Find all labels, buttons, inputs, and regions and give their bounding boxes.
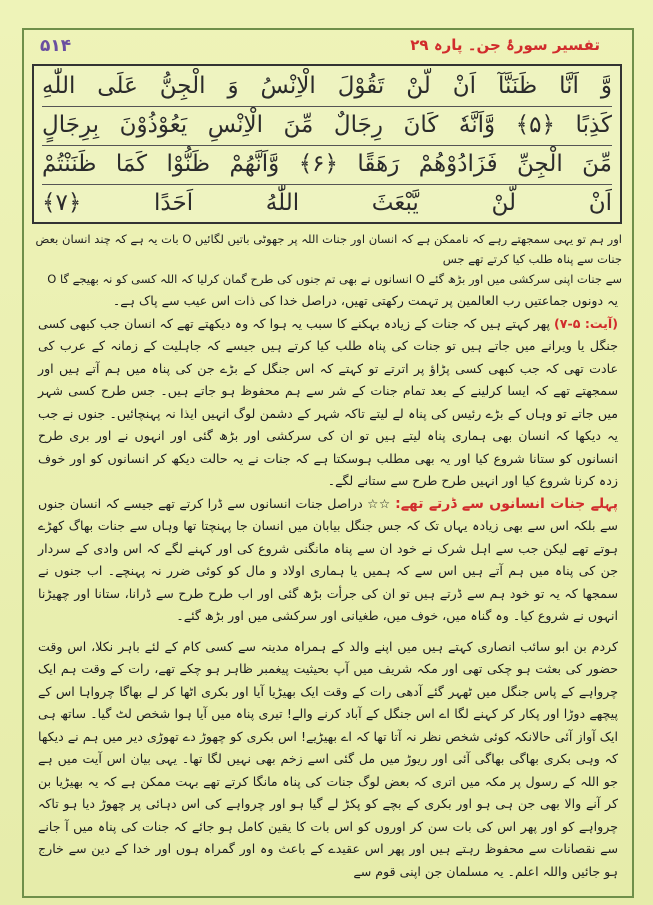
verse-line: مِّنَ الْجِنِّ فَزَادُوْهُمْ رَهَقًا ﴿۶﴾ وَّاَنَّهُمْ ظَنُّوْا كَمَا ظَنَنْتُمْ [42,146,612,185]
translation-line: سے جنات اپنی سرکشی میں اور بڑھ گئے O انسانوں نے بھی تم جنوں کی طرح گمان کرلیا کہ اللہ کسی کو نہ بھیجے گا O [47,272,622,286]
verse-line: وَّ اَنَّا ظَنَنَّآ اَنْ لَّنْ تَقُوْلَ الْاِنْسُ وَ الْجِنُّ عَلَى اللّٰهِ [42,68,612,107]
paragraph-text: ☆☆ دراصل جنات انسانوں سے ڈرا کرتے تھے جیسے کہ انسان جنوں سے بلکہ اس سے بھی زیادہ یہاں تک کہ جس جنگل بیابان میں انسان جا پہنچتا تھا وہاں سے جنات بھاگ کھڑے ہوتے تھے لیکن جب سے اہل شرک نے خود ان سے پناہ مانگنی شروع کی اور کہنے لگے کہ اس وادی کے سردار جن کی پناہ میں ہم آتے ہیں اس سے کہ ہمیں یا ہماری اولاد و مال کو کوئی ضرر نہ پہنچے۔ اب جنوں نے سمجھا کہ یہ تو خود ہم سے ڈرتے ہیں تو ان کی جرأت بڑھ گئی اور اب طرح طرح سے ڈرانا، ستانا اور چھیڑنا انہوں نے شروع کیا۔ وہ گناہ میں، خوف میں، طغیانی اور سرکشی میں اور بڑھ گئے۔ [38,495,618,623]
page-header [40,34,600,62]
running-title: تفسیر سورۂ جن۔ پارہ ۲۹ [410,36,600,54]
verse-translation [32,229,622,286]
verse-reference: (آیت: ۵-۷) [554,315,618,331]
paragraph [38,493,618,628]
paragraph [38,313,618,493]
section-heading: پہلے جنات انسانوں سے ڈرتے تھے: [395,495,618,512]
verse-line: اَنْ لَّنْ يَّبْعَثَ اللّٰهُ اَحَدًا ﴿۷﴾ [42,190,612,216]
translation-line: اور ہم تو یہی سمجھتے رہے کہ ناممکن ہے کہ انسان اور جنات اللہ پر جھوٹی باتیں لگائیں O بات یہ ہے کہ چند انسان بعض جنات سے پناہ طلب کیا کرتے تھے جس [35,232,622,266]
commentary-body [38,290,618,890]
verse-line: كَذِبًا ﴿۵﴾ وَّاَنَّهٗ كَانَ رِجَالٌ مِّنَ الْاِنْسِ يَعُوْذُوْنَ بِرِجَالٍ [42,107,612,146]
paragraph-text: پھر کہتے ہیں کہ جنات کے زیادہ بہکنے کا سبب یہ ہوا کہ وہ دیکھتے تھے کہ انسان جب کبھی کسی جنگل یا ویرانے میں جاتے ہیں تو جنات کی پناہ طلب کیا کرتے ہیں جیسے کہ جاہلیت کے زمانہ کے عرب کی عادت تھی کہ جب کبھی کسی پڑاؤ پر اترتے تو کہتے کہ اس جنگل کے بڑے جن کی پناہ میں ہم آتے ہیں اور سمجھتے تھے کہ ایسا کرلینے کے بعد تمام جنات کے شر سے ہم محفوظ ہو جاتے ہیں۔ جس طرح کسی شہر میں جاتے تو وہاں کے بڑے رئیس کی پناہ لے لیتے تاکہ شہر کے دشمن لوگ انہیں ایذا نہ پہنچائیں۔ جنوں نے جب یہ دیکھا کہ انسان بھی ہماری پناہ لیتے ہیں تو ان کی سرکشی اور بڑھ گئی اور انہوں نے اور بری طرح انسانوں کو ستانا شروع کیا اور یہ بھی مطلب ہوسکتا ہے کہ جنات نے یہ حالت دیکھ کر انسانوں کو اور خوف زدہ کرنا شروع کیا اور انہیں طرح طرح سے ستانے لگے۔ [38,315,618,488]
paragraph: یہ دونوں جماعتیں رب العالمین پر تہمت رکھتی تھیں، دراصل خدا کی ذات اس عیب سے پاک ہے۔ [112,293,618,308]
page-number: ۵۱۴ [40,36,72,56]
paragraph: کردم بن ابو سائب انصاری کہتے ہیں میں اپنے والد کے ہمراہ مدینہ سے کسی کام کے لئے باہر نکلا، اس وقت حضور کی بعثت ہو چکی تھی اور مکہ شریف میں آپ بحیثیت پیغمبر ظاہر ہو چکے تھے، رات کے وقت ہم ایک چرواہے کے پاس جنگل میں ٹھہر گئے آدھی رات کے وقت ایک بھیڑیا آیا اور بکری اٹھا کر لے بھاگا چرواہا اس کے پیچھے دوڑا اور پکار کر کہنے لگا اے اس جنگل کے آباد کرنے والے! تیری پناہ میں آیا ہوا شخص لٹ گیا۔ ساتھ ہی ایک آواز آئی حالانکہ کوئی شخص نظر نہ آتا تھا کہ اے بھیڑیے! اس بکری کو چھوڑ دے تھوڑی دیر میں ہم نے دیکھا کہ وہی بکری بھاگی بھاگی آئی اور ریوڑ میں مل گئی اسے زخم بھی نہیں لگا تھا۔ یہی بیان اس آیت میں ہے جو اللہ کے رسول پر مکہ میں اتری کہ بعض لوگ جنات کی پناہ مانگا کرتے تھے بہت ممکن ہے کہ یہ بھیڑیا بن کر آنے والا بھی جن ہی ہو اور بکری کے بچے کو پکڑ لے گیا ہو اور چرواہے کی اس دہائی پر چھوڑ دیا ہو تاکہ چرواہے کو اور پھر اس کی بات سن کر اوروں کو اس بات کا یقین کامل ہو جائے کہ جنات کی پناہ میں آ جانے سے نقصانات سے محفوظ رہتے ہیں اور پھر اس عقیدے کے باعث وہ اور گمراہ ہوں اور خدا کے دین سے خارج ہو جائیں واللہ اعلم۔ یہ مسلمان جن اپنی قوم سے [38,638,618,879]
quran-verse-box [32,64,622,224]
